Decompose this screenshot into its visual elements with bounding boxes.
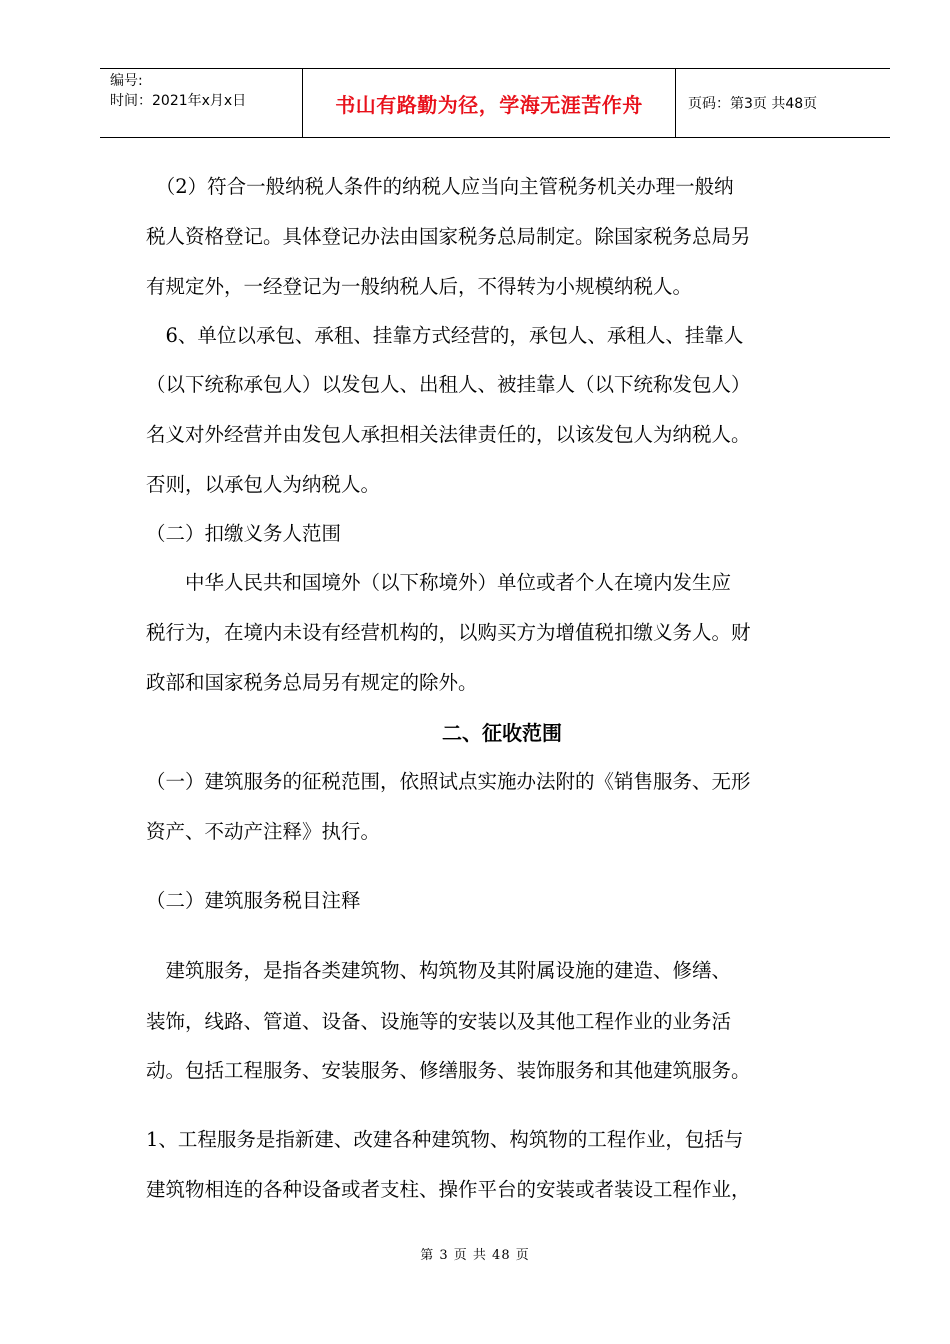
document-number-label: 编号: (110, 73, 143, 89)
paragraph-line: （一）建筑服务的征税范围，依照试点实施办法附的《销售服务、无形 (146, 770, 751, 793)
paragraph-line: 建筑物相连的各种设备或者支柱、操作平台的安装或者装设工程作业， (146, 1178, 751, 1201)
paragraph-line: 6、单位以承包、承租、挂靠方式经营的，承包人、承租人、挂靠人 (146, 324, 744, 347)
paragraph-line: 有规定外，一经登记为一般纳税人后，不得转为小规模纳税人。 (146, 275, 693, 298)
section-subtitle: （二）建筑服务税目注释 (146, 889, 361, 912)
header-page-info: 页码：第3页 共48页 (688, 96, 818, 112)
paragraph-line: 名义对外经营并由发包人承担相关法律责任的，以该发包人为纳税人。 (146, 423, 751, 446)
paragraph-line: （2）符合一般纳税人条件的纳税人应当向主管税务机关办理一般纳 (146, 175, 734, 198)
paragraph-line: 装饰，线路、管道、设备、设施等的安装以及其他工程作业的业务活 (146, 1010, 732, 1033)
header-meta (100, 69, 302, 137)
page-header (100, 68, 890, 138)
paragraph-line: 税人资格登记。具体登记办法由国家税务总局制定。除国家税务总局另 (146, 225, 751, 248)
paragraph-line: 资产、不动产注释》执行。 (146, 820, 381, 843)
document-time-label: 时间：2021年x月x日 (110, 93, 247, 109)
paragraph-line: 政部和国家税务总局另有规定的除外。 (146, 671, 478, 694)
paragraph-line: 动。包括工程服务、安装服务、修缮服务、装饰服务和其他建筑服务。 (146, 1059, 751, 1082)
paragraph-line: 否则，以承包人为纳税人。 (146, 473, 381, 496)
page-footer: 第 3 页 共 48 页 (420, 1248, 530, 1263)
header-motto: 书山有路勤为径，学海无涯苦作舟 (302, 69, 676, 137)
section-subtitle: （二）扣缴义务人范围 (146, 522, 342, 545)
section-heading: 二、征收范围 (442, 721, 562, 745)
paragraph-line: 1、工程服务是指新建、改建各种建筑物、构筑物的工程作业，包括与 (146, 1128, 744, 1151)
paragraph-line: 税行为，在境内未设有经营机构的，以购买方为增值税扣缴义务人。财 (146, 621, 751, 644)
paragraph-line: 中华人民共和国境外（以下称境外）单位或者个人在境内发生应 (146, 571, 732, 594)
paragraph-line: 建筑服务，是指各类建筑物、构筑物及其附属设施的建造、修缮、 (146, 959, 732, 982)
paragraph-line: （以下统称承包人）以发包人、出租人、被挂靠人（以下统称发包人） (146, 373, 751, 396)
